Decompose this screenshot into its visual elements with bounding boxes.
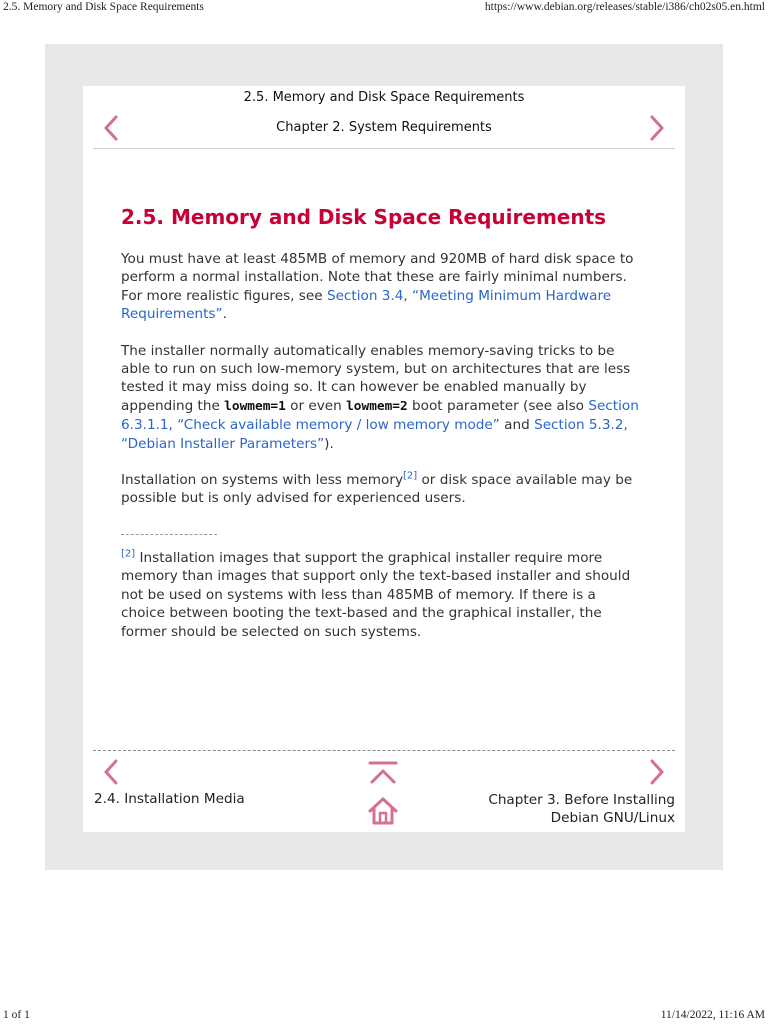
next-page-link[interactable]: Chapter 3. Before Installing Debian GNU/Linux — [488, 792, 675, 826]
nav-section-title: 2.5. Memory and Disk Space Requirements — [243, 90, 525, 105]
page-frame — [45, 44, 723, 870]
chevron-right-icon[interactable] — [647, 758, 667, 786]
footnote — [121, 549, 641, 641]
bottom-navigation — [83, 754, 685, 832]
p3-text-2: or disk space available may be possible but is only advised for experienced users. — [121, 472, 633, 507]
footnote-separator — [121, 534, 217, 535]
p2-text-2: or even — [285, 397, 347, 414]
link-section-5-3-2[interactable]: Section 5.3.2, “Debian Installer Parameters” — [121, 417, 628, 452]
print-datetime: 11/14/2022, 11:16 AM — [660, 1009, 765, 1021]
p1-text: You must have at least 485MB of memory and 920MB of hard disk space to perform a normal installation. Note that these are fairly minimal numbers. For more realistic figures, see — [121, 251, 634, 304]
arrow-up-icon[interactable] — [368, 760, 398, 786]
chevron-left-icon[interactable] — [101, 758, 121, 786]
footnote-backref-link[interactable]: [2] — [121, 548, 136, 560]
footnote-ref-link[interactable]: [2] — [403, 470, 418, 482]
p3-text-1: Installation on systems with less memory — [121, 472, 403, 489]
p1-end: . — [222, 306, 227, 323]
page-title: 2.5. Memory and Disk Space Requirements — [121, 205, 607, 229]
print-page-title: 2.5. Memory and Disk Space Requirements — [3, 1, 204, 13]
p2-text-1: The installer normally automatically enables memory-saving tricks to be able to run on such low-memory system, but on architectures that are less tested it may miss doing so. It can however be enabled manually by appending the — [121, 342, 631, 414]
paragraph-lowmem — [121, 342, 641, 453]
p2-text-3: boot parameter (see also — [407, 397, 589, 414]
chevron-right-icon[interactable] — [647, 114, 667, 142]
footnote-text: Installation images that support the graphical installer require more memory than images that support only the text-based installer and should not be used on systems with less than 485MB of memory. If there is a choice between booting the text-based and the graphical installer, the former should be selected on such systems. — [121, 549, 631, 640]
code-lowmem-2: lowmem=2 — [346, 398, 408, 414]
nav-chapter-title[interactable]: Chapter 2. System Requirements — [276, 120, 492, 135]
print-page-url: https://www.debian.org/releases/stable/i386/ch02s05.en.html — [484, 1, 765, 13]
print-footer — [0, 1008, 768, 1024]
header-divider — [93, 148, 675, 149]
chevron-left-icon[interactable] — [101, 114, 121, 142]
article-content — [121, 204, 641, 659]
top-navigation — [83, 86, 685, 150]
home-icon[interactable] — [367, 796, 399, 826]
document-page — [83, 86, 685, 832]
footer-divider — [93, 750, 675, 751]
link-section-6-3-1-1[interactable]: Section 6.3.1.1, “Check available memory / low memory mode” — [121, 397, 639, 434]
code-lowmem-1: lowmem=1 — [224, 398, 286, 414]
p2-end: ). — [324, 435, 334, 452]
print-header — [0, 0, 768, 16]
paragraph-requirements — [121, 250, 641, 324]
p2-text-4: and — [499, 417, 535, 434]
paragraph-less-memory — [121, 471, 641, 508]
print-page-count: 1 of 1 — [3, 1009, 30, 1021]
prev-page-link[interactable]: 2.4. Installation Media — [94, 791, 245, 807]
link-section-3-4[interactable]: Section 3.4, “Meeting Minimum Hardware Requirements” — [121, 287, 612, 323]
